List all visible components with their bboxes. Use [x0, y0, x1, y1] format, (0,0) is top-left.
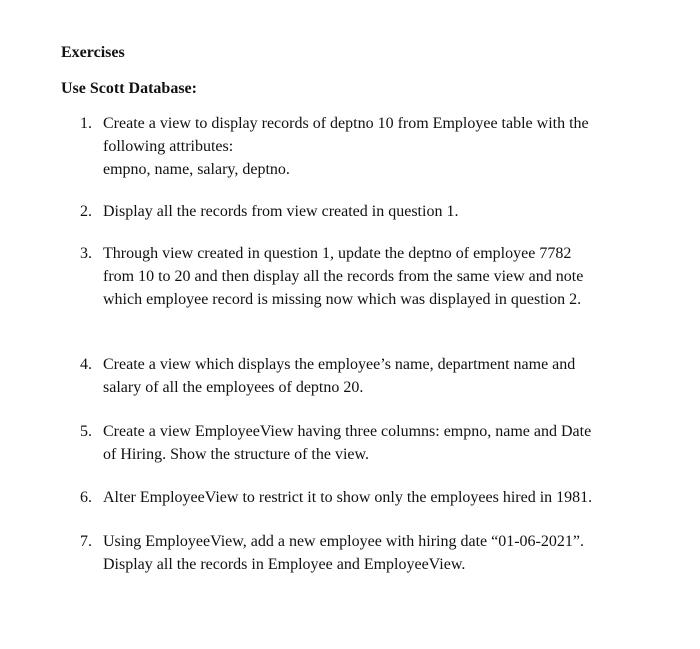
question-line: from 10 to 20 and then display all the records from the same view and note [103, 268, 584, 285]
question-item-1 [80, 112, 617, 181]
question-line: Create a view EmployeeView having three columns: empno, name and Date [103, 423, 592, 440]
page-title: Exercises [61, 44, 125, 61]
question-number: 1. [80, 115, 92, 132]
question-item-3 [80, 242, 617, 311]
question-number: 4. [80, 356, 92, 373]
question-number: 6. [80, 489, 92, 506]
question-line: Display all the records from view created in question 1. [103, 203, 459, 220]
question-line: Using EmployeeView, add a new employee with hiring date “01-06-2021”. [103, 533, 584, 550]
question-line: of Hiring. Show the structure of the view. [103, 446, 370, 463]
question-number: 7. [80, 533, 92, 550]
question-number: 5. [80, 423, 92, 440]
question-item-2 [80, 200, 617, 223]
question-line: Create a view to display records of deptno 10 from Employee table with the [103, 115, 589, 132]
question-item-7 [80, 530, 617, 576]
question-item-4 [80, 353, 617, 399]
question-line: Create a view which displays the employee’s name, department name and [103, 356, 576, 373]
question-item-6 [80, 486, 617, 509]
question-line: empno, name, salary, deptno. [103, 161, 290, 178]
question-number: 3. [80, 245, 92, 262]
question-line: which employee record is missing now which was displayed in question 2. [103, 291, 582, 308]
question-line: following attributes: [103, 138, 234, 155]
question-item-5 [80, 420, 617, 466]
question-line: Display all the records in Employee and EmployeeView. [103, 556, 466, 573]
section-subtitle: Use Scott Database: [61, 80, 197, 97]
question-line: Alter EmployeeView to restrict it to show only the employees hired in 1981. [103, 489, 593, 506]
question-line: Through view created in question 1, update the deptno of employee 7782 [103, 245, 572, 262]
question-line: salary of all the employees of deptno 20. [103, 379, 364, 396]
question-number: 2. [80, 203, 92, 220]
